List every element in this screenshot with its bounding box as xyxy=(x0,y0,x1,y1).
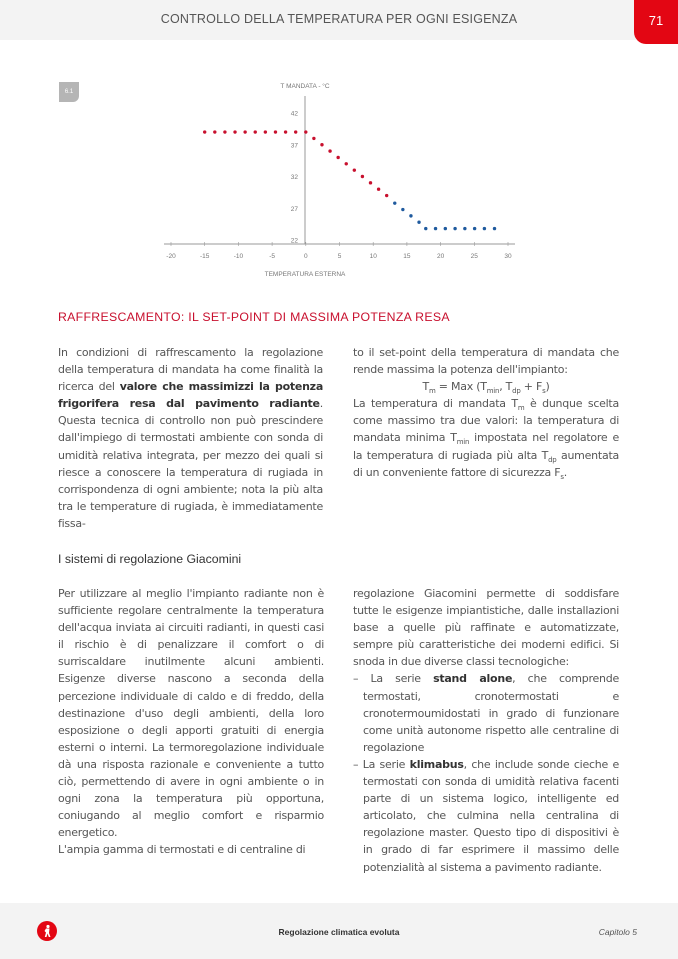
data-point-cooling xyxy=(453,227,456,230)
x-tick-label: 5 xyxy=(337,253,342,260)
text: . Questa tecnica di controllo non può prescindere dall'impiego di termostati ambiente con sonda di umidità relativa integrata, per mezzo dei quali si riesce a conoscere la temperatura di rugiada in corrispondenza di ogni ambiente; nota la più alta tra le temperature di rugiada, è immediatamente fissa- xyxy=(58,397,323,530)
text: In condizioni di raffrescamento la regolazione della temperatura di mandata ha come finalità la ricerca del xyxy=(58,346,323,394)
formula-part: T xyxy=(422,380,429,394)
text: , che comprende termostati, cronotermostati e cronotermoumidostati in grado di funzionare come unità autonome rispetto alle centraline di regolazione xyxy=(363,672,619,754)
data-point-heating xyxy=(233,130,236,133)
systems-paragraph-cont: regolazione Giacomini permette di soddisfare tutte le esigenze impiantistiche, dalle installazioni base a quelle più raffinate e automatizzate, sempre più caratteristiche dei moderni edifici. Si snoda in due diverse classi tecnologiche: xyxy=(353,587,619,669)
text: impostata nel regolatore e la temperatura di rugiada più alta T xyxy=(353,431,619,462)
data-point-heating xyxy=(336,156,339,159)
data-point-heating xyxy=(203,130,206,133)
data-point-heating xyxy=(385,194,388,197)
x-tick-label: 0 xyxy=(303,253,308,260)
x-tick-label: 10 xyxy=(369,253,377,260)
data-point-heating xyxy=(274,130,277,133)
data-point-cooling xyxy=(473,227,476,230)
data-point-cooling xyxy=(463,227,466,230)
chart xyxy=(0,70,678,285)
cooling-paragraph xyxy=(58,344,323,532)
x-tick-label: -15 xyxy=(199,253,210,260)
bold-text: valore che massimizzi la potenza frigorifera resa dal pavimento radiante xyxy=(58,380,324,411)
text: . xyxy=(563,465,568,479)
footer-chapter: Capitolo 5 xyxy=(598,927,637,937)
data-point-heating xyxy=(369,181,372,184)
data-point-heating xyxy=(377,188,380,191)
formula-explanation xyxy=(353,395,619,480)
data-point-cooling xyxy=(493,227,496,230)
section-title-cooling: RAFFRESCAMENTO: IL SET-POINT DI MASSIMA POTENZA RESA xyxy=(58,310,450,324)
data-point-heating xyxy=(254,130,257,133)
page-header xyxy=(0,0,678,40)
bold-text: klimabus xyxy=(409,757,464,771)
cooling-right-column xyxy=(353,344,619,481)
page-footer xyxy=(0,903,678,959)
y-tick-label: 27 xyxy=(290,205,298,213)
data-point-cooling xyxy=(393,201,396,204)
text: – La serie xyxy=(353,672,434,686)
data-point-cooling xyxy=(444,227,447,230)
formula-sub: dp xyxy=(512,387,521,396)
formula-part: = Max (T xyxy=(435,380,487,394)
x-axis-label: TEMPERATURA ESTERNA xyxy=(264,271,346,278)
sub: min xyxy=(456,438,470,447)
y-tick-label: 22 xyxy=(290,237,298,245)
formula-sub: s xyxy=(542,387,546,396)
formula-part: , T xyxy=(499,380,513,394)
y-axis-label: T MANDATA - °C xyxy=(280,83,330,90)
cooling-left-column xyxy=(58,344,323,532)
systems-paragraph-2: L'ampia gamma di termostati e di centraline di xyxy=(58,843,306,857)
x-tick-label: 15 xyxy=(403,253,411,260)
data-point-heating xyxy=(213,130,216,133)
formula-sub: min xyxy=(486,387,500,396)
x-tick-label: 20 xyxy=(436,253,445,260)
formula-sub: m xyxy=(428,387,436,396)
sub: s xyxy=(560,472,564,481)
figure-badge: 6.1 xyxy=(59,82,79,102)
data-point-heating xyxy=(345,162,348,165)
x-tick-label: 25 xyxy=(470,253,478,260)
x-tick-label: -20 xyxy=(166,253,176,260)
data-point-cooling xyxy=(409,214,412,217)
data-point-cooling xyxy=(424,227,427,230)
y-tick-label: 42 xyxy=(290,110,298,118)
sub: m xyxy=(517,404,525,413)
systems-paragraph: Per utilizzare al meglio l'impianto radiante non è sufficiente regolare centralmente la temperatura dell'acqua inviata ai circuiti radianti, in questi casi il rischio è di penalizzare il comfort o di surriscaldare inutilmente alcuni ambienti. Esigenze diverse nascono a seconda della percezione individuale di caldo e di freddo, della destinazione d'uso degli ambienti, della loro esposizione o degli apporti gratuiti di energia esterni o interni. La termoregolazione individuale dà una risposta razionale e conveniente a tutto ciò, permettendo di avere in ogni ambiente o in ogni zona la temperatura più opportuna, coniugando al meglio comfort e risparmio energetico. xyxy=(58,587,324,840)
cooling-paragraph-cont: to il set-point della temperatura di mandata che rende massima la potenza dell'impianto: xyxy=(353,346,619,377)
list-item xyxy=(353,670,619,755)
list-item xyxy=(353,756,619,876)
data-point-heating xyxy=(264,130,267,133)
x-tick-label: -10 xyxy=(233,253,244,260)
y-tick-label: 37 xyxy=(290,142,298,150)
data-point-cooling xyxy=(417,221,420,224)
text: La temperatura di mandata T xyxy=(353,397,518,411)
footer-title: Regolazione climatica evoluta xyxy=(278,927,400,937)
systems-left-column xyxy=(58,585,324,859)
data-point-heating xyxy=(304,130,307,133)
text: – La serie xyxy=(353,757,410,771)
data-point-heating xyxy=(320,143,323,146)
data-point-heating xyxy=(294,130,297,133)
sub: dp xyxy=(548,455,557,464)
data-point-heating xyxy=(312,137,315,140)
x-tick-label: 30 xyxy=(504,253,512,260)
formula-part: + F xyxy=(520,380,543,394)
systems-right-column xyxy=(353,585,619,876)
header-title: CONTROLLO DELLA TEMPERATURA PER OGNI ESIGENZA xyxy=(160,12,518,26)
data-point-heating xyxy=(284,130,287,133)
data-point-heating xyxy=(353,168,356,171)
data-point-heating xyxy=(223,130,226,133)
formula xyxy=(353,378,619,395)
bold-text: stand alone xyxy=(433,672,513,686)
formula-part: ) xyxy=(545,380,550,394)
y-tick-label: 32 xyxy=(290,174,298,181)
data-point-heating xyxy=(328,149,331,152)
data-point-cooling xyxy=(434,227,437,230)
section-title-systems: I sistemi di regolazione Giacomini xyxy=(58,552,242,566)
text: è dunque scelta come massimo tra due valori: la temperatura di mandata minima T xyxy=(353,397,619,445)
data-point-cooling xyxy=(483,227,486,230)
text: , che include sonde cieche e termostati con sonda di umidità relativa facenti parte di un sistema logico, intelligente ed articolato, che culmina nella centralina di regolazione master. Questo tipo di dispositivi è in grado di far esprimere il massimo delle potenzialità al sistema a pavimento radiante. xyxy=(363,757,619,874)
data-point-heating xyxy=(361,175,364,178)
data-point-heating xyxy=(243,130,246,133)
x-tick-label: -5 xyxy=(269,253,275,260)
data-point-cooling xyxy=(401,208,404,211)
text: aumentata di un conveniente fattore di sicurezza F xyxy=(353,448,619,479)
page-number: 71 xyxy=(634,0,678,44)
